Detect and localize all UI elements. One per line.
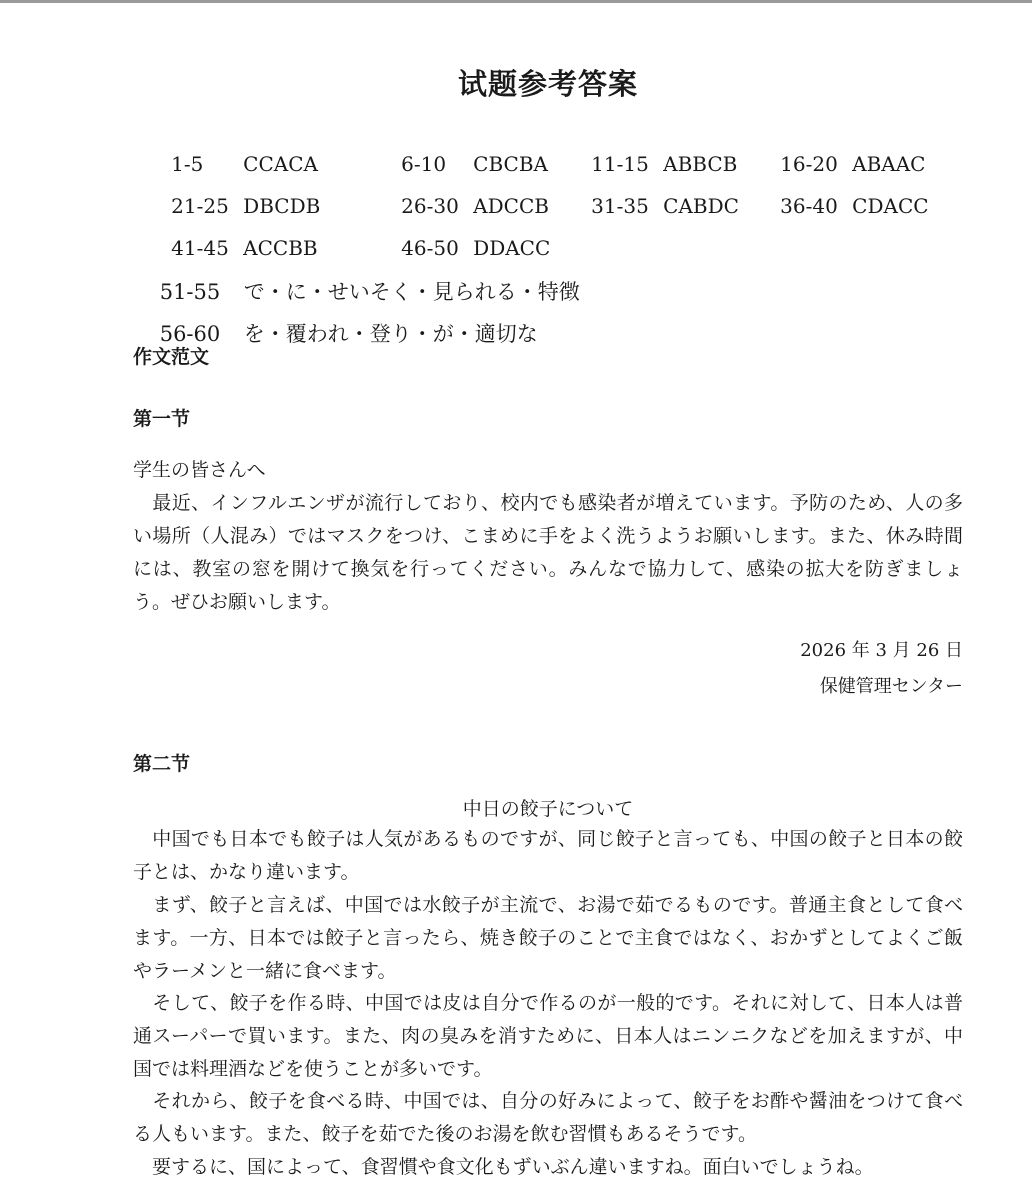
answer-row [133, 170, 963, 218]
answer-value: DBCDB [243, 194, 321, 218]
essay-title: 中日の餃子について [462, 798, 634, 820]
answer-range: 26-30 [401, 194, 459, 218]
answer-range: 31-35 [591, 194, 649, 218]
essay-paragraph: 要するに、国によって、食習慣や食文化もずいぶん違いますね。面白いでしょうね。 [133, 1156, 874, 1178]
answer-range: 46-50 [401, 236, 459, 260]
answer-range: 41-45 [171, 236, 229, 260]
section1-salutation: 学生の皆さんへ [133, 459, 266, 481]
answer-range: 16-20 [780, 152, 838, 176]
answer-value: ACCBB [243, 236, 318, 260]
section1-heading: 第一节 [133, 408, 191, 430]
section2-heading: 第二节 [133, 753, 191, 775]
answer-row [133, 128, 963, 176]
answer-value: DDACC [473, 236, 551, 260]
section1-signature: 保健管理センター [819, 676, 963, 697]
answer-range: 36-40 [780, 194, 838, 218]
top-border [0, 0, 1032, 3]
fill-value: を・覆われ・登り・が・適切な [243, 322, 538, 346]
section1-date: 2026 年 3 月 26 日 [800, 640, 963, 661]
fill-range: 56-60 [159, 322, 221, 346]
page-title: 试题参考答案 [457, 67, 638, 101]
section1-body: 最近、インフルエンザが流行しており、校内でも感染者が増えています。予防のため、人の多い場所（人混み）ではマスクをつけ、こまめに手をよく洗うようお願いします。また、休み時間には、教室の窓を開けて換気を行ってください。みんなで協力して、感染の拡大を防ぎましょう。ぜひお願いします。 [133, 492, 963, 613]
answer-value: ADCCB [473, 194, 549, 218]
answer-value: ABBCB [663, 152, 738, 176]
essay-paragraph: そして、餃子を作る時、中国では皮は自分で作るのが一般的です。それに対して、日本人は普通スーパーで買います。また、肉の臭みを消すために、日本人はニンニクなどを加えますが、中国では料理酒などを使うことが多いです。 [133, 992, 963, 1080]
answer-value: CABDC [663, 194, 739, 218]
answer-value: CBCBA [473, 152, 548, 176]
answer-range: 11-15 [591, 152, 649, 176]
essay-heading: 作文范文 [133, 346, 210, 368]
answer-range: 1-5 [171, 152, 204, 176]
answer-range: 6-10 [401, 152, 447, 176]
essay-paragraph: まず、餃子と言えば、中国では水餃子が主流で、お湯で茹でるものです。普通主食として食べます。一方、日本では餃子と言ったら、焼き餃子のことで主食ではなく、おかずとしてよくご飯やラーメンと一緒に食べます。 [133, 894, 963, 982]
answer-value: CCACA [243, 152, 318, 176]
answer-range: 21-25 [171, 194, 229, 218]
answer-value: CDACC [852, 194, 929, 218]
fill-range: 51-55 [159, 280, 221, 304]
essay-paragraph: それから、餃子を食べる時、中国では、自分の好みによって、餃子をお酢や醤油をつけて食べる人もいます。また、餃子を茹でた後のお湯を飲む習慣もあるそうです。 [133, 1090, 963, 1145]
fill-value: で・に・せいそく・見られる・特徴 [243, 280, 580, 304]
answer-value: ABAAC [852, 152, 926, 176]
essay-paragraph: 中国でも日本でも餃子は人気があるものですが、同じ餃子と言っても、中国の餃子と日本の餃子とは、かなり違います。 [133, 828, 963, 883]
answer-row [133, 212, 963, 260]
